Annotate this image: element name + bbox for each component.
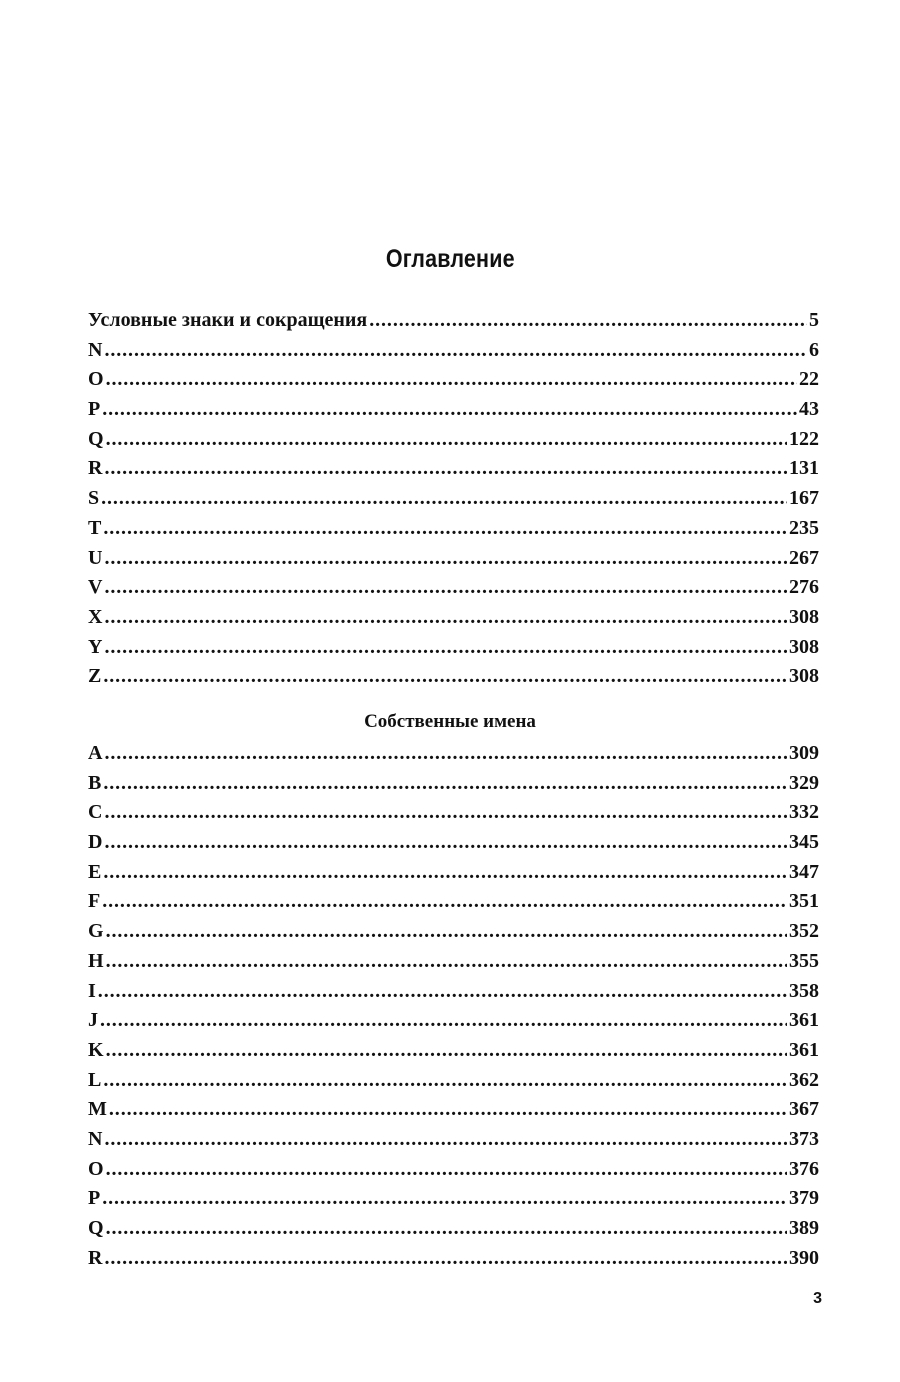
dot-leader [109,1095,787,1125]
dot-leader [104,573,787,603]
dot-leader [101,484,787,514]
toc-entry[interactable] [88,858,819,888]
toc-entry-page: 347 [789,860,819,883]
toc-entry[interactable] [88,917,819,947]
toc-entry-page: 267 [789,546,819,569]
toc-entry-label: K [88,1038,104,1061]
toc-entry-page: 361 [789,1038,819,1061]
toc-entry[interactable] [88,454,819,484]
page-number: 3 [813,1290,822,1307]
toc-entry-page: 332 [789,801,819,824]
toc-entry-label: E [88,860,102,883]
toc-entry-page: 379 [789,1187,819,1210]
toc-entry-page: 352 [789,920,819,943]
toc-entry[interactable] [88,425,819,455]
dot-leader [104,1244,787,1274]
toc-entry[interactable] [88,514,819,544]
toc-entry-label: N [88,338,103,361]
toc-entry-label: F [88,890,101,913]
toc-entry-label: X [88,605,103,628]
toc-entry[interactable] [88,1184,819,1214]
toc-entry[interactable] [88,395,819,425]
toc-entry-label: O [88,368,104,391]
toc-entry-label: D [88,831,103,854]
dot-leader [106,1214,787,1244]
dot-leader [104,739,787,769]
dot-leader [369,306,807,336]
toc-entry[interactable] [88,484,819,514]
dot-leader [104,1125,787,1155]
dot-leader [103,858,787,888]
toc-entry-label: Y [88,635,103,658]
toc-entry[interactable] [88,603,819,633]
section-heading-proper-names: Собственные имена [364,711,536,732]
toc-entry-page: 367 [789,1098,819,1121]
dot-leader [104,544,787,574]
toc-entry[interactable] [88,336,819,366]
toc-entry[interactable] [88,739,819,769]
toc-entry-label: A [88,742,103,764]
toc-entry-page: 358 [789,979,819,1002]
toc-entry-page: 373 [789,1127,819,1150]
page-title: Оглавление [385,244,515,273]
toc-entry-page: 361 [789,1009,819,1032]
dot-leader [103,1066,787,1096]
toc-entry-label: L [88,1068,102,1091]
toc-entry-label: T [88,516,102,539]
dot-leader [106,425,787,455]
toc-entry-label: P [88,398,101,421]
toc-entry[interactable] [88,544,819,574]
toc-entry[interactable] [88,633,819,663]
toc-entry-page: 390 [789,1246,819,1269]
toc-entry-page: 43 [799,398,819,421]
toc-entry-label: U [88,546,103,569]
toc-entry-page: 351 [789,890,819,913]
toc-entry-page: 22 [799,368,819,391]
toc-entry[interactable] [88,977,819,1007]
dot-leader [106,947,787,977]
toc-entry-page: 5 [809,309,819,331]
toc-entry-label: S [88,487,100,510]
dot-leader [102,1184,787,1214]
toc-entry-label: H [88,949,104,972]
toc-entry-page: 355 [789,949,819,972]
toc-entry-page: 235 [789,516,819,539]
toc-entry-label: V [88,576,103,599]
toc-entry-label: B [88,771,102,794]
dot-leader [102,395,797,425]
toc-entry-label: G [88,920,104,943]
dot-leader [103,514,787,544]
dot-leader [100,1006,787,1036]
dot-leader [106,917,787,947]
dot-leader [103,662,787,692]
proper-names-contents [88,739,819,1273]
toc-entry-page: 308 [789,665,819,688]
toc-entry-label: I [88,979,96,1002]
toc-entry[interactable] [88,1214,819,1244]
toc-entry-page: 131 [789,457,819,480]
dot-leader [104,798,787,828]
toc-entry-page: 122 [789,427,819,450]
dot-leader [106,365,797,395]
toc-entry-page: 362 [789,1068,819,1091]
toc-entry-label: P [88,1187,101,1210]
dot-leader [104,603,787,633]
toc-entry-label: R [88,1246,103,1269]
toc-entry-page: 389 [789,1217,819,1239]
dot-leader [104,454,787,484]
toc-entry-page: 276 [789,576,819,599]
toc-entry[interactable] [88,365,819,395]
toc-entry-label: J [88,1009,98,1032]
dot-leader [104,336,807,366]
toc-entry-label: Условные знаки и сокращения [88,309,368,331]
toc-entry[interactable] [88,662,819,692]
toc-entry[interactable] [88,887,819,917]
toc-entry-page: 329 [789,771,819,794]
toc-entry-label: Q [88,1217,104,1239]
toc-entry-label: R [88,457,103,480]
toc-entry-page: 167 [789,487,819,510]
toc-entry[interactable] [88,306,819,336]
dot-leader [106,1036,787,1066]
toc-entry[interactable] [88,1066,819,1096]
toc-entry[interactable] [88,828,819,858]
toc-entry[interactable] [88,1006,819,1036]
toc-entry[interactable] [88,1095,819,1125]
toc-entry[interactable] [88,769,819,799]
toc-entry-label: O [88,1157,104,1180]
toc-entry-label: Q [88,427,104,450]
toc-entry-label: M [88,1098,107,1121]
toc-entry[interactable] [88,1155,819,1185]
toc-entry-page: 376 [789,1157,819,1180]
dot-leader [106,1155,787,1185]
toc-entry[interactable] [88,573,819,603]
toc-entry[interactable] [88,1244,819,1274]
dot-leader [104,828,787,858]
toc-entry-page: 345 [789,831,819,854]
toc-entry-page: 308 [789,605,819,628]
dot-leader [104,633,787,663]
toc-entry-label: N [88,1127,103,1150]
dot-leader [103,769,787,799]
toc-entry-page: 6 [809,338,819,361]
toc-entry[interactable] [88,1125,819,1155]
toc-entry[interactable] [88,798,819,828]
dot-leader [98,977,787,1007]
toc-entry[interactable] [88,947,819,977]
toc-entry-label: C [88,801,103,824]
toc-entry[interactable] [88,1036,819,1066]
toc-entry-page: 308 [789,635,819,658]
toc-entry-page: 309 [789,742,819,764]
table-of-contents [88,306,819,692]
dot-leader [102,887,787,917]
toc-entry-label: Z [88,665,102,688]
